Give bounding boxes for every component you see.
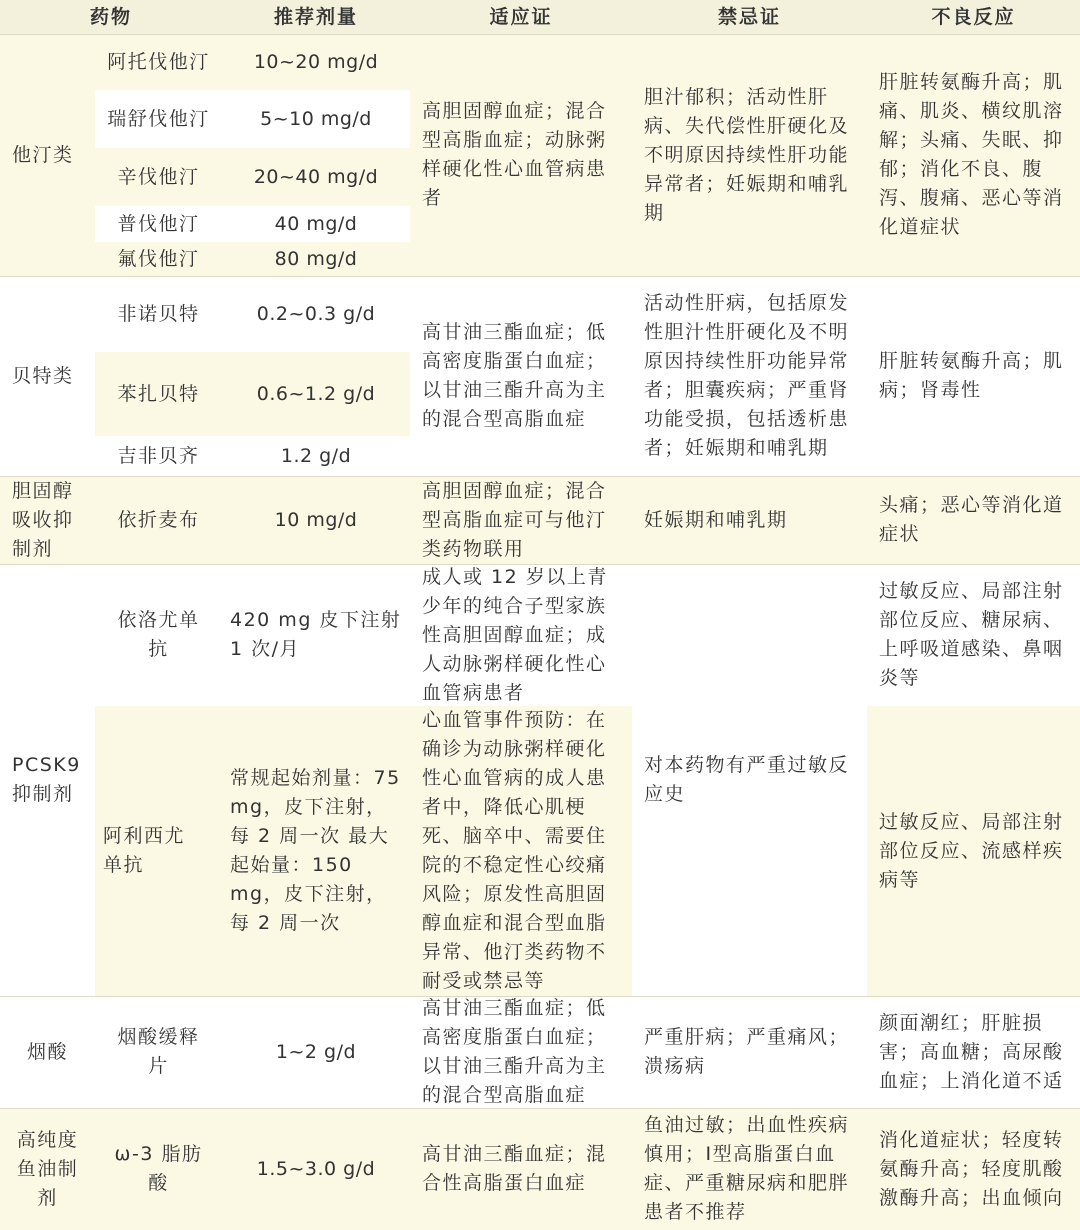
- group-name-statins: 他汀类: [0, 34, 95, 276]
- indication-cell: 高胆固醇血症；混合型高脂血症可与他汀类药物联用: [410, 476, 632, 564]
- indication-cell: 高甘油三酯血症；低高密度脂蛋白血症；以甘油三酯升高为主的混合型高脂血症: [410, 996, 632, 1108]
- contraindication-cell: 严重肝病；严重痛风；溃疡病: [632, 996, 867, 1108]
- drug-dose: 10 mg/d: [222, 476, 410, 564]
- drug-name: 依洛尤单抗: [95, 564, 222, 706]
- drug-name: 瑞舒伐他汀: [95, 90, 222, 148]
- contraindication-cell: 鱼油过敏；出血性疾病慎用；Ⅰ型高脂蛋白血症、严重糖尿病和肥胖患者不推荐: [632, 1108, 867, 1230]
- header-contraindication: 禁忌证: [632, 0, 867, 34]
- contraindication-cell: 妊娠期和哺乳期: [632, 476, 867, 564]
- adverse-cell: 过敏反应、局部注射部位反应、糖尿病、上呼吸道感染、鼻咽炎等: [867, 564, 1080, 706]
- group-name-fibrates: 贝特类: [0, 276, 95, 476]
- drug-name: 非诺贝特: [95, 276, 222, 352]
- header-indication: 适应证: [410, 0, 632, 34]
- drug-dose: 0.6~1.2 g/d: [222, 352, 410, 436]
- row-divider: [0, 996, 1080, 997]
- adverse-cell: 过敏反应、局部注射部位反应、流感样疾病等: [867, 706, 1080, 996]
- row-divider: [0, 476, 1080, 477]
- drug-name: 普伐他汀: [95, 206, 222, 242]
- drug-name: 依折麦布: [95, 476, 222, 564]
- drug-dose: 20~40 mg/d: [222, 148, 410, 206]
- header-dose: 推荐剂量: [222, 0, 410, 34]
- adverse-cell: 肝脏转氨酶升高；肌痛、肌炎、横纹肌溶解；头痛、失眠、抑郁；消化不良、腹泻、腹痛、恶心等消化道症状: [867, 34, 1080, 276]
- drug-name: 阿托伐他汀: [95, 34, 222, 90]
- indication-cell: 高甘油三酯血症；混合性高脂蛋白血症: [410, 1108, 632, 1230]
- drug-name: 烟酸缓释片: [95, 996, 222, 1108]
- drug-dose: 5~10 mg/d: [222, 90, 410, 148]
- indication-cell: 高胆固醇血症；混合型高脂血症；动脉粥样硬化性心血管病患者: [410, 34, 632, 276]
- header-adverse: 不良反应: [867, 0, 1080, 34]
- drug-dose: 0.2~0.3 g/d: [222, 276, 410, 352]
- header-drug: 药物: [0, 0, 222, 34]
- row-divider: [0, 276, 1080, 277]
- drug-dose: 420 mg 皮下注射 1 次/月: [222, 564, 410, 706]
- drug-dose: 40 mg/d: [222, 206, 410, 242]
- drug-dose: 10~20 mg/d: [222, 34, 410, 90]
- adverse-cell: 颜面潮红；肝脏损害；高血糖；高尿酸血症；上消化道不适: [867, 996, 1080, 1108]
- group-name-absorption-inhibitors: 胆固醇吸收抑制剂: [0, 476, 95, 564]
- drug-name: 苯扎贝特: [95, 352, 222, 436]
- adverse-cell: 消化道症状；轻度转氨酶升高；轻度肌酸激酶升高；出血倾向: [867, 1108, 1080, 1230]
- drug-dose: 1~2 g/d: [222, 996, 410, 1108]
- drug-dose: 常规起始剂量：75 mg，皮下注射，每 2 周一次 最大起始量：150 mg，皮下注射，每 2 周一次: [222, 706, 410, 996]
- drug-dose: 80 mg/d: [222, 242, 410, 276]
- group-name-niacin: 烟酸: [0, 996, 95, 1108]
- group-name-fish-oil: 高纯度鱼油制剂: [0, 1108, 95, 1230]
- adverse-cell: 肝脏转氨酶升高；肌病；肾毒性: [867, 276, 1080, 476]
- indication-cell: 成人或 12 岁以上青少年的纯合子型家族性高胆固醇血症；成人动脉粥样硬化性心血管病患者: [410, 564, 632, 706]
- group-name-pcsk9: PCSK9抑制剂: [0, 564, 95, 996]
- adverse-cell: 头痛；恶心等消化道症状: [867, 476, 1080, 564]
- drug-dose: 1.2 g/d: [222, 436, 410, 476]
- row-divider: [0, 564, 1080, 565]
- indication-cell: 心血管事件预防：在确诊为动脉粥样硬化性心血管病的成人患者中，降低心肌梗死、脑卒中、需要住院的不稳定性心绞痛风险；原发性高胆固醇血症和混合型血脂异常、他汀类药物不耐受或禁忌等: [410, 706, 632, 996]
- indication-cell: 高甘油三酯血症；低高密度脂蛋白血症；以甘油三酯升高为主的混合型高脂血症: [410, 276, 632, 476]
- drug-name: 阿利西尤单抗: [95, 706, 222, 996]
- drug-name: 吉非贝齐: [95, 436, 222, 476]
- row-divider: [0, 1108, 1080, 1109]
- drug-name: ω-3 脂肪酸: [95, 1108, 222, 1230]
- contraindication-cell: 对本药物有严重过敏反应史: [632, 564, 867, 996]
- row-divider: [0, 34, 1080, 35]
- contraindication-cell: 活动性肝病，包括原发性胆汁性肝硬化及不明原因持续性肝功能异常者；胆囊疾病；严重肾功能受损，包括透析患者；妊娠期和哺乳期: [632, 276, 867, 476]
- contraindication-cell: 胆汁郁积；活动性肝病、失代偿性肝硬化及不明原因持续性肝功能异常者；妊娠期和哺乳期: [632, 34, 867, 276]
- drug-name: 辛伐他汀: [95, 148, 222, 206]
- drug-dose: 1.5~3.0 g/d: [222, 1108, 410, 1230]
- drug-name: 氟伐他汀: [95, 242, 222, 276]
